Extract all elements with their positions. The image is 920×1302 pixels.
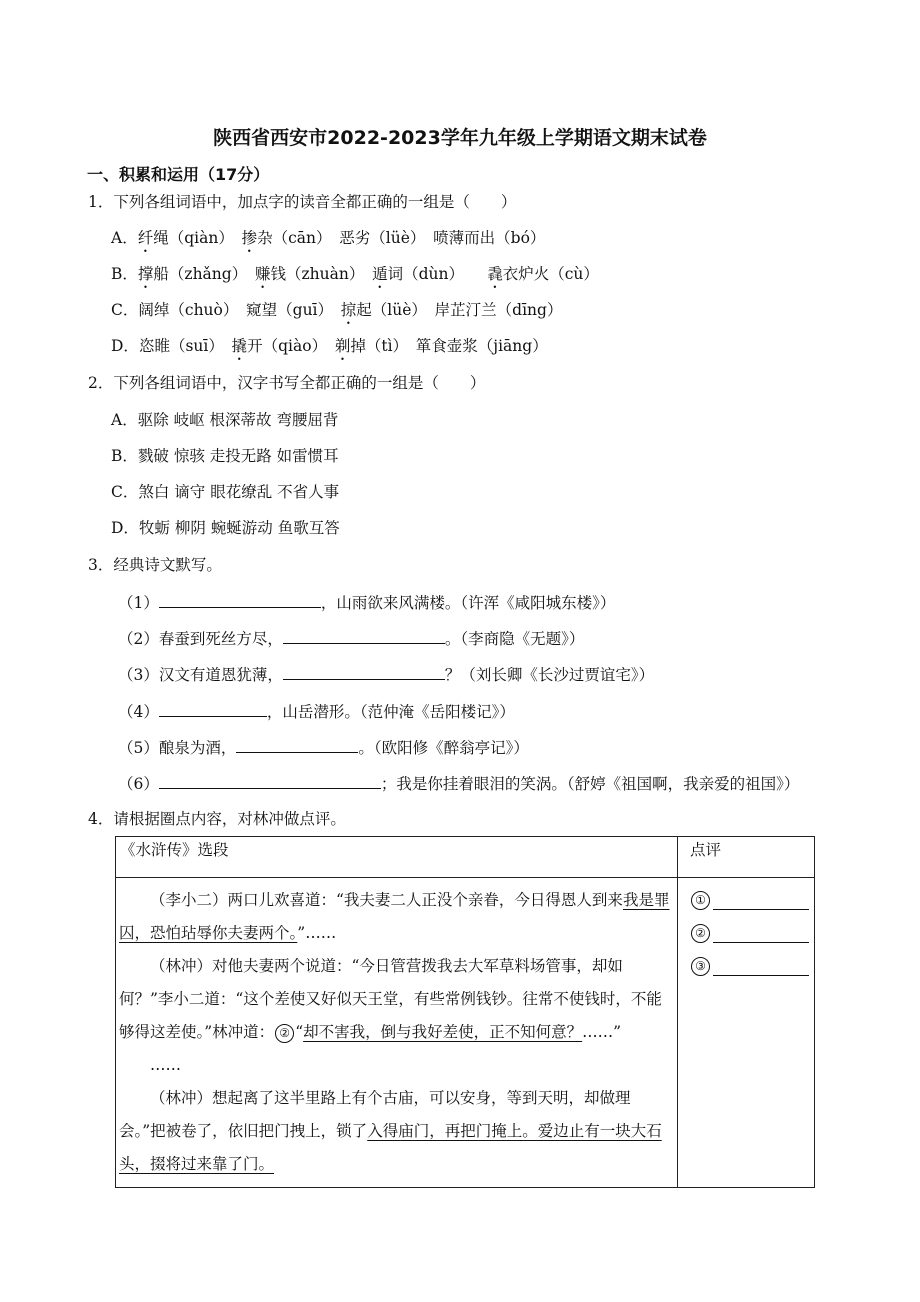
question-2-option-c: C．煞白 谪守 眼花缭乱 不省人事 [111, 483, 340, 501]
question-2-option-a: A．驱除 岐岖 根深蒂故 弯腰屈背 [111, 411, 339, 429]
question-1-option-a: A．纤绳（qiàn） 掺杂（cān） 恶劣（lüè） 喷薄而出（bó） [111, 229, 546, 247]
question-2-option-b: B．戮破 惊骇 走投无路 如雷惯耳 [111, 447, 339, 465]
comment-blank-2[interactable] [713, 925, 809, 943]
answer-blank-2[interactable] [283, 626, 445, 644]
answer-blank-6[interactable] [159, 771, 381, 789]
poem-line-5: （5）酿泉为酒， 。（欧阳修《醉翁亭记》） [118, 735, 529, 759]
question-1-option-c: C．阔绰（chuò） 窥望（guī） 掠起（lüè） 岸芷汀兰（dīng） [111, 301, 563, 319]
comment-row-3: ③ [690, 950, 812, 983]
poem-line-2: （2）春蚕到死丝方尽， 。（李商隐《无题》） [118, 626, 584, 650]
question-1-option-b: B．撑船（zhǎng） 赚钱（zhuàn） 遁词（dùn） 毳衣炉火（cù） [111, 265, 599, 283]
answer-blank-4[interactable] [159, 699, 267, 717]
table-header-passage: 《水浒传》选段 [116, 837, 678, 878]
comment-row-2: ② [690, 917, 812, 950]
passage-cell [116, 878, 678, 1188]
question-3-stem: 3．经典诗文默写。 [88, 556, 222, 574]
poem-line-6: （6） ；我是你挂着眼泪的笑涡。（舒婷《祖国啊，我亲爱的祖国》） [118, 771, 799, 795]
underlined-phrase-3: 入得庙门，再把门掩上。爱边止有一块大石头，掇将过来靠了门。 [119, 1122, 662, 1173]
page-title: 陕西省西安市2022-2023学年九年级上学期语文期末试卷 [213, 127, 707, 149]
question-1-option-d: D．恣睢（suī） 撬开（qiào） 剃掉（tì） 箪食壶浆（jiāng） [111, 337, 548, 355]
passage-paragraph-3: （林冲）想起离了这半里路上有个古庙，可以安身，等到天明，却做理会。”把被卷了，依旧把门拽上，锁了入得庙门，再把门掩上。爱边止有一块大石头，掇将过来靠了门。 [119, 1089, 662, 1173]
passage-ellipsis: …… [150, 1056, 181, 1074]
question-4-stem: 4．请根据圈点内容，对林冲做点评。 [88, 810, 346, 828]
poem-line-3: （3）汉文有道恩犹薄， ？（刘长卿《长沙过贾谊宅》） [118, 662, 654, 686]
answer-blank-5[interactable] [236, 735, 358, 753]
question-2-stem: 2．下列各组词语中，汉字书写全都正确的一组是（ ） [88, 374, 486, 392]
comment-blank-3[interactable] [713, 958, 809, 976]
passage-paragraph-2: （林冲）对他夫妻两个说道：“今日管营拨我去大军草料场管事，却如何？”李小二道：“这个差使又好似天王堂，有些常例钱钞。往常不使钱时，不能够得这差使。”林冲道： ② “却不害我，倒与我好差使，正不知何意？……” [119, 957, 662, 1041]
answer-blank-1[interactable] [159, 590, 321, 608]
commentary-table [115, 836, 815, 1188]
poem-line-1: （1） ，山雨欲来风满楼。（许浑《咸阳城东楼》） [118, 590, 615, 614]
table-header-comment: 点评 [678, 837, 815, 878]
underlined-phrase-2: 却不害我，倒与我好差使，正不知何意？ [303, 1023, 583, 1041]
poem-line-4: （4） ，山岳潜形。（范仲淹《岳阳楼记》） [118, 699, 515, 723]
question-1-stem: 1．下列各组词语中，加点字的读音全都正确的一组是（ ） [88, 193, 517, 211]
section-heading: 一、积累和运用（17分） [87, 165, 270, 184]
comment-blank-1[interactable] [713, 892, 809, 910]
passage-paragraph-1: （李小二）两口儿欢喜道：“我夫妻二人正没个亲眷，今日得恩人到来我是罪囚，恐怕玷辱你夫妻两个。”…… [119, 891, 670, 942]
comment-row-1: ① [690, 884, 812, 917]
question-2-option-d: D．牧蛎 柳阴 蜿蜒游动 鱼歌互答 [111, 519, 340, 537]
answer-blank-3[interactable] [283, 662, 445, 680]
underlined-phrase-1: 我是罪囚，恐怕玷辱你夫妻两个。 [119, 891, 670, 942]
comment-cell [678, 878, 815, 1188]
circled-number-2: ② [275, 1024, 294, 1043]
